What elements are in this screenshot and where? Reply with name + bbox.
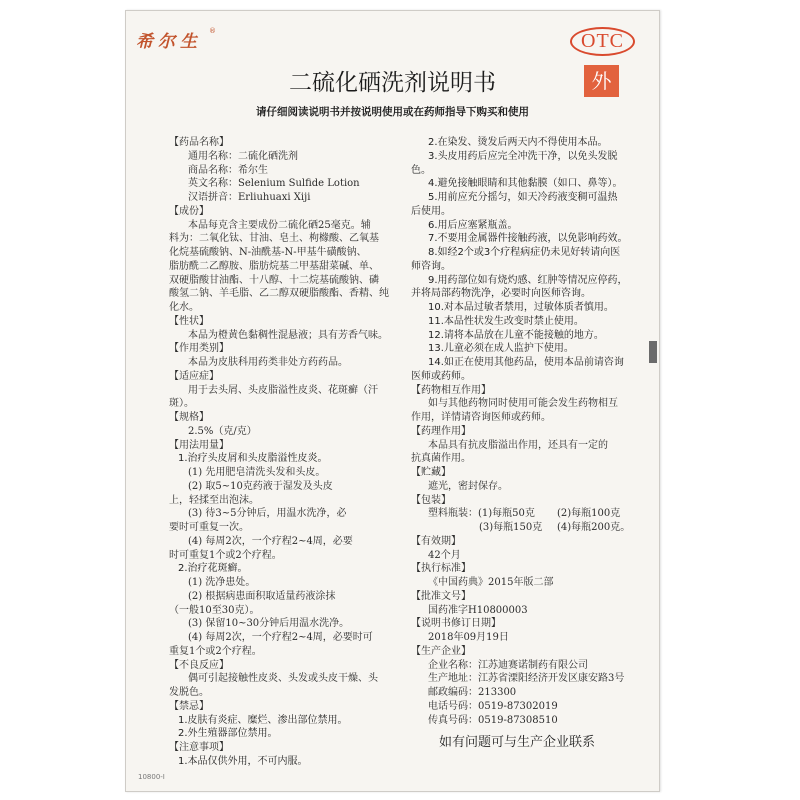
precaution-item: 7.不要用金属器件接触药液，以免影响药效。 — [428, 233, 628, 245]
generic-name-line: 通用名称：二硫化硒洗剂 — [188, 150, 298, 162]
dosage-step-line: （一般10至30克）。 — [169, 604, 260, 616]
precaution-item: 11.本品性状发生改变时禁止使用。 — [428, 315, 584, 327]
dosage-step-line: 上，轻揉至出泡沫。 — [169, 494, 259, 506]
approval-number-line: 国药准字H10800003 — [428, 604, 528, 616]
pharmacology-line: 本品具有抗皮脂溢出作用，还具有一定的 — [428, 439, 608, 451]
contraindication-item: 1.皮肤有炎症、糜烂、渗出部位禁用。 — [178, 714, 348, 726]
section-header-pharmacology: 【药理作用】 — [411, 425, 471, 437]
ingredients-line: 酸氢二钠、羊毛脂、乙二醇双硬脂酸酯、香精、纯 — [169, 288, 389, 300]
dosage-step-line: (1) 先用肥皂清洗头发和头皮。 — [188, 467, 326, 478]
section-header-standard: 【执行标准】 — [411, 563, 471, 575]
dosage-item-heading: 2.治疗花斑癣。 — [178, 563, 248, 575]
dosage-step-line: 重复1个或2个疗程。 — [169, 645, 262, 657]
interactions-line: 作用，详情请咨询医师或药师。 — [411, 412, 551, 423]
precaution-item: 5.用前应充分摇匀，如天冷药液变稠可温热 — [428, 192, 618, 203]
dosage-item-heading: 1.治疗头皮屑和头皮脂溢性皮炎。 — [178, 453, 328, 465]
dosage-step-line: 要时可重复一次。 — [169, 522, 249, 533]
section-header-dosage: 【用法用量】 — [169, 439, 229, 451]
shelf-life-line: 42个月 — [428, 549, 461, 561]
section-header-description: 【性状】 — [169, 315, 209, 327]
dosage-step-line: (2) 根据病患面积取适量药液涂抹 — [188, 590, 336, 602]
section-header-ingredients: 【成份】 — [169, 205, 209, 217]
section-header-storage: 【贮藏】 — [411, 467, 451, 478]
specification-line: 2.5%（克/克） — [188, 425, 257, 437]
precaution-item: 3.头皮用药后应完全冲洗干净，以免头发脱 — [428, 150, 618, 162]
ingredients-line: 化水。 — [169, 302, 199, 313]
precaution-item: 14.如正在使用其他药品，使用本品前请咨询 — [428, 357, 624, 368]
precaution-item: 色。 — [411, 164, 431, 176]
section-header-shelf-life: 【有效期】 — [411, 535, 461, 547]
manufacturer-name-line: 企业名称：江苏迪赛诺制药有限公司 — [428, 659, 588, 671]
precaution-item: 12.请将本品放在儿童不能接触的地方。 — [428, 329, 604, 341]
section-header-category: 【作用类别】 — [169, 343, 229, 355]
section-header-precautions: 【注意事项】 — [169, 742, 229, 753]
dosage-step-line: (2) 取5~10克药液于湿发及头皮 — [188, 480, 333, 492]
precaution-item: 2.在染发、烫发后两天内不得使用本品。 — [428, 137, 608, 148]
ingredients-line: 双硬脂酸甘油酯、十八醇、十二烷基硫酸钠、磷 — [169, 274, 379, 286]
adverse-reactions-line: 发脱色。 — [169, 687, 209, 698]
precaution-item: 1.本品仅供外用，不可内服。 — [178, 755, 308, 767]
precaution-item: 4.避免接触眼睛和其他黏膜（如口、鼻等）。 — [428, 178, 623, 190]
edge-tab-marker — [649, 341, 657, 363]
dosage-step-line: (4) 每周2次，一个疗程2~4周，必要时可 — [188, 632, 373, 643]
left-column — [169, 136, 397, 769]
section-header-adverse-reactions: 【不良反应】 — [169, 659, 229, 671]
ingredients-line: 化烷基硫酸钠、N-油酰基-N-甲基牛磺酸钠、 — [169, 247, 367, 258]
manufacturer-phone-line: 电话号码：0519-87302019 — [428, 700, 558, 712]
section-header-indications: 【适应症】 — [169, 370, 219, 382]
leaflet-subtitle: 请仔细阅读说明书并按说明使用或在药师指导下购买和使用 — [256, 106, 529, 118]
adverse-reactions-line: 偶可引起接触性皮炎、头发或头皮干燥、头 — [188, 673, 378, 685]
english-name-line: 英文名称：Selenium Sulfide Lotion — [188, 178, 360, 190]
manufacturer-postcode-line: 邮政编码：213300 — [428, 687, 517, 698]
section-header-specification: 【规格】 — [169, 412, 209, 423]
leaflet-paper — [125, 10, 660, 792]
pinyin-name-line: 汉语拼音：Erliuhuaxi Xiji — [188, 192, 311, 203]
ingredients-line: 脂肪酰二乙醇胺、脂肪烷基二甲基甜菜碱、单、 — [169, 260, 379, 272]
precaution-item: 并将局部药物洗净，必要时向医师咨询。 — [411, 288, 591, 300]
dosage-step-line: (4) 每周2次，一个疗程2~4周，必要 — [188, 535, 353, 547]
packaging-row — [411, 507, 649, 521]
section-header-contraindications: 【禁忌】 — [169, 700, 209, 712]
print-code: 10800-I — [138, 773, 165, 781]
contact-note: 如有问题可与生产企业联系 — [439, 735, 596, 750]
section-header-interactions: 【药物相互作用】 — [411, 384, 491, 396]
brand-logo: 希尔生 — [136, 32, 202, 52]
precaution-item: 13.儿童必须在成人监护下使用。 — [428, 343, 574, 355]
section-header-packaging: 【包装】 — [411, 494, 451, 506]
section-header-revision-date: 【说明书修订日期】 — [411, 618, 501, 630]
standard-line: 《中国药典》2015年版二部 — [428, 577, 554, 588]
packaging-option: (4)每瓶200克。 — [557, 522, 631, 533]
trade-name-line: 商品名称：希尔生 — [188, 164, 268, 176]
external-use-badge: 外 — [584, 65, 619, 97]
leaflet-title: 二硫化硒洗剂说明书 — [289, 70, 496, 96]
contraindication-item: 2.外生殖器部位禁用。 — [178, 728, 278, 740]
ingredients-line: 本品每克含主要成份二硫化硒25毫克。辅 — [188, 219, 371, 231]
dosage-step-line: 时可重复1个或2个疗程。 — [169, 549, 282, 561]
packaging-option: (3)每瓶150克 — [479, 522, 543, 533]
section-header-drug-name: 【药品名称】 — [169, 137, 229, 148]
precaution-item: 医师或药师。 — [411, 370, 471, 382]
indications-line: 用于去头屑、头皮脂溢性皮炎、花斑癣（汗 — [188, 384, 378, 396]
otc-badge: OTC — [570, 27, 635, 56]
dosage-step-line: (3) 保留10~30分钟后用温水洗净。 — [188, 618, 350, 630]
registered-mark: ® — [209, 27, 216, 35]
precaution-item: 10.对本品过敏者禁用，过敏体质者慎用。 — [428, 302, 614, 313]
pharmacology-line: 抗真菌作用。 — [411, 453, 471, 465]
indications-line: 斑）。 — [169, 398, 194, 410]
dosage-step-line: (3) 待3~5分钟后，用温水洗净，必 — [188, 508, 347, 520]
packaging-row — [411, 521, 649, 535]
manufacturer-address-line: 生产地址：江苏省溧阳经济开发区康安路3号 — [428, 673, 625, 685]
packaging-option: (2)每瓶100克 — [557, 508, 621, 520]
storage-line: 遮光，密封保存。 — [428, 480, 508, 492]
right-column — [411, 136, 649, 727]
packaging-option: 塑料瓶装：(1)每瓶50克 — [428, 508, 535, 520]
precaution-item: 9.用药部位如有烧灼感、红肿等情况应停药， — [428, 274, 628, 286]
section-header-approval-number: 【批准文号】 — [411, 590, 471, 602]
section-header-manufacturer: 【生产企业】 — [411, 645, 471, 657]
manufacturer-fax-line: 传真号码：0519-87308510 — [428, 714, 558, 726]
revision-date-line: 2018年09月19日 — [428, 632, 509, 643]
category-line: 本品为皮肤科用药类非处方药药品。 — [188, 357, 348, 368]
interactions-line: 如与其他药物同时使用可能会发生药物相互 — [428, 398, 618, 410]
description-line: 本品为橙黄色黏稠性混悬液；具有芳香气味。 — [188, 329, 388, 341]
dosage-step-line: (1) 洗净患处。 — [188, 577, 256, 588]
precaution-item: 8.如经2个或3个疗程病症仍未见好转请向医 — [428, 247, 621, 258]
precaution-item: 6.用后应塞紧瓶盖。 — [428, 219, 518, 231]
precaution-item: 后使用。 — [411, 205, 451, 217]
ingredients-line: 料为：二氧化钛、甘油、皂土、枸橼酸、乙氧基 — [169, 233, 379, 245]
precaution-item: 师咨询。 — [411, 260, 451, 272]
